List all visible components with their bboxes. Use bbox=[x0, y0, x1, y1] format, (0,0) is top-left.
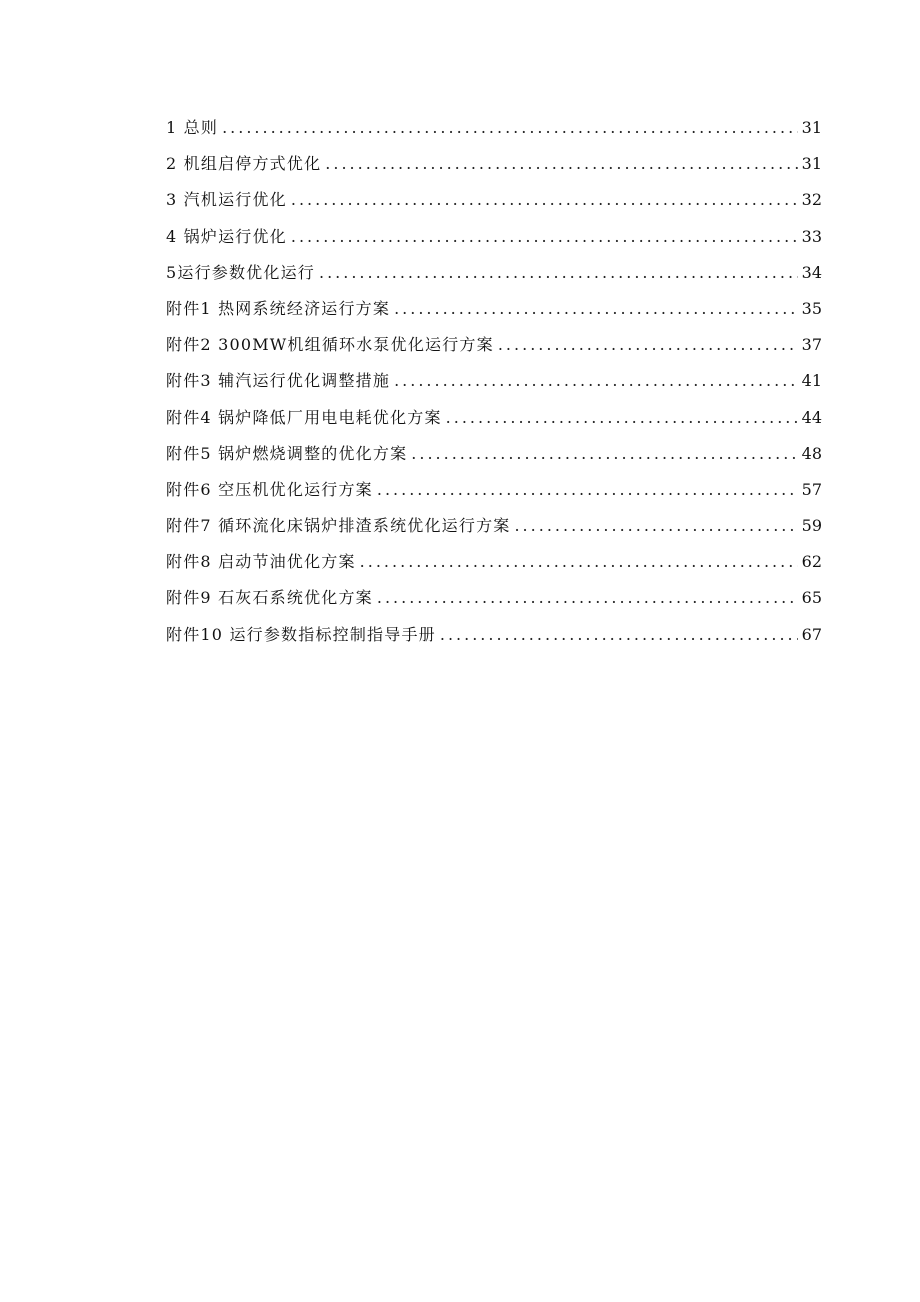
toc-entry[interactable] bbox=[166, 548, 822, 584]
toc-entry-title: 附件8 启动节油优化方案 bbox=[166, 552, 356, 572]
toc-dot-leader bbox=[446, 404, 798, 432]
toc-dot-leader bbox=[394, 367, 798, 395]
toc-dot-leader bbox=[440, 621, 798, 649]
toc-entry[interactable] bbox=[166, 150, 822, 186]
toc-entry[interactable] bbox=[166, 114, 822, 150]
toc-entry[interactable] bbox=[166, 512, 822, 548]
toc-page-number: 31 bbox=[801, 154, 822, 174]
toc-dot-leader bbox=[291, 223, 798, 251]
toc-dot-leader bbox=[377, 584, 798, 612]
toc-entry-title: 2 机组启停方式优化 bbox=[166, 154, 322, 174]
toc-entry-title: 5运行参数优化运行 bbox=[166, 262, 315, 282]
toc-entry[interactable] bbox=[166, 621, 822, 657]
toc-page-number: 37 bbox=[801, 335, 822, 355]
toc-entry-title: 附件9 石灰石系统优化方案 bbox=[166, 588, 373, 608]
toc-entry[interactable] bbox=[166, 584, 822, 620]
toc-entry-title: 附件3 辅汽运行优化调整措施 bbox=[166, 371, 391, 391]
toc-page-number: 34 bbox=[801, 262, 822, 282]
toc-entry-title: 附件6 空压机优化运行方案 bbox=[166, 479, 373, 499]
toc-entry-title: 附件10 运行参数指标控制指导手册 bbox=[166, 624, 436, 644]
toc-entry-title: 附件4 锅炉降低厂用电电耗优化方案 bbox=[166, 407, 442, 427]
toc-entry[interactable] bbox=[166, 404, 822, 440]
toc-entry-title: 附件5 锅炉燃烧调整的优化方案 bbox=[166, 443, 408, 463]
toc-entry[interactable] bbox=[166, 223, 822, 259]
toc-entry[interactable] bbox=[166, 331, 822, 367]
toc-dot-leader bbox=[360, 548, 798, 576]
toc-page-number: 67 bbox=[801, 624, 822, 644]
toc-entry[interactable] bbox=[166, 476, 822, 512]
toc-entry-title: 附件1 热网系统经济运行方案 bbox=[166, 298, 391, 318]
toc-entry[interactable] bbox=[166, 259, 822, 295]
toc-page-number: 35 bbox=[801, 298, 822, 318]
toc-page-number: 44 bbox=[801, 407, 822, 427]
toc-page-number: 33 bbox=[801, 226, 822, 246]
toc-page-number: 62 bbox=[801, 552, 822, 572]
toc-dot-leader bbox=[291, 186, 798, 214]
toc-dot-leader bbox=[325, 150, 797, 178]
toc-page-number: 57 bbox=[801, 479, 822, 499]
toc-page-number: 48 bbox=[801, 443, 822, 463]
toc-dot-leader bbox=[319, 259, 798, 287]
toc-dot-leader bbox=[514, 512, 797, 540]
toc-page-number: 65 bbox=[801, 588, 822, 608]
toc-entry-title: 附件7 循环流化床锅炉排渣系统优化运行方案 bbox=[166, 516, 511, 536]
toc-entry-title: 3 汽机运行优化 bbox=[166, 190, 287, 210]
toc-entry[interactable] bbox=[166, 295, 822, 331]
toc-dot-leader bbox=[222, 114, 798, 142]
toc-dot-leader bbox=[411, 440, 797, 468]
toc-entry[interactable] bbox=[166, 186, 822, 222]
toc-dot-leader bbox=[377, 476, 798, 504]
toc-page-number: 59 bbox=[801, 516, 822, 536]
toc-entry[interactable] bbox=[166, 367, 822, 403]
toc-entry[interactable] bbox=[166, 440, 822, 476]
toc-dot-leader bbox=[498, 331, 798, 359]
toc-page-number: 41 bbox=[801, 371, 822, 391]
toc-entry-title: 附件2 300MW机组循环水泵优化运行方案 bbox=[166, 335, 494, 355]
toc-entry-title: 4 锅炉运行优化 bbox=[166, 226, 287, 246]
table-of-contents bbox=[166, 114, 822, 657]
toc-dot-leader bbox=[394, 295, 798, 323]
toc-page-number: 32 bbox=[801, 190, 822, 210]
toc-page-number: 31 bbox=[801, 118, 822, 137]
toc-entry-title: 1 总则 bbox=[166, 118, 219, 137]
